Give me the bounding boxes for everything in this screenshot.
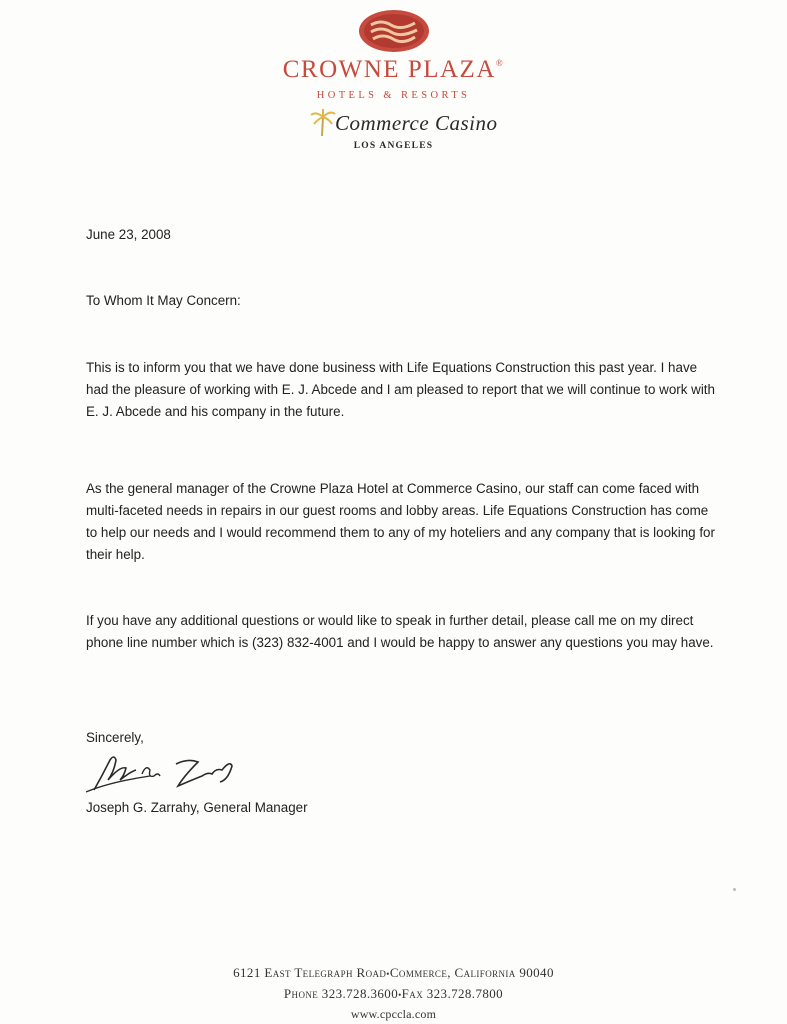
casino-city: LOS ANGELES bbox=[353, 141, 434, 151]
palm-tree-icon bbox=[310, 107, 336, 137]
scan-speck bbox=[733, 888, 736, 891]
footer-address: 6121 East Telegraph Road•Commerce, California 90040 bbox=[233, 965, 554, 980]
footer-contact: Phone 323.728.3600•Fax 323.728.7800 bbox=[283, 986, 504, 1002]
brand-name: CROWNE PLAZA® bbox=[282, 56, 505, 83]
paragraph-2: As the general manager of the Crowne Plaza Hotel at Commerce Casino, our staff can come faced with multi-faceted needs in repairs in our guest rooms and lobby areas. Life Equations Construction has come to help our needs and I would recommend them to any of my hoteliers and any company that is looking for their help. bbox=[86, 481, 715, 562]
casino-name: Commerce Casino bbox=[335, 111, 498, 135]
footer-website: www.cpccla.com bbox=[350, 1007, 437, 1022]
casino-logo bbox=[0, 111, 787, 151]
footer bbox=[0, 963, 787, 1023]
signer-name: Joseph G. Zarrahy, General Manager bbox=[86, 800, 308, 815]
paragraph-1: This is to inform you that we have done business with Life Equations Construction this past year. I have had the pleasure of working with E. J. Abcede and I am pleased to report that we will continue to work with E. J. Abcede and his company in the future. bbox=[86, 360, 715, 419]
salutation: To Whom It May Concern: bbox=[86, 293, 241, 308]
paragraph-3: If you have any additional questions or would like to speak in further detail, please call me on my direct phone line number which is (323) 832-4001 and I would be happy to answer any questions you may have. bbox=[86, 613, 714, 650]
letter-date: June 23, 2008 bbox=[86, 227, 171, 242]
closing: Sincerely, bbox=[86, 730, 144, 745]
handwritten-signature bbox=[80, 746, 240, 798]
crowne-plaza-logo-icon bbox=[357, 8, 431, 54]
letterhead bbox=[0, 8, 787, 151]
brand-tagline: HOTELS & RESORTS bbox=[316, 90, 471, 101]
